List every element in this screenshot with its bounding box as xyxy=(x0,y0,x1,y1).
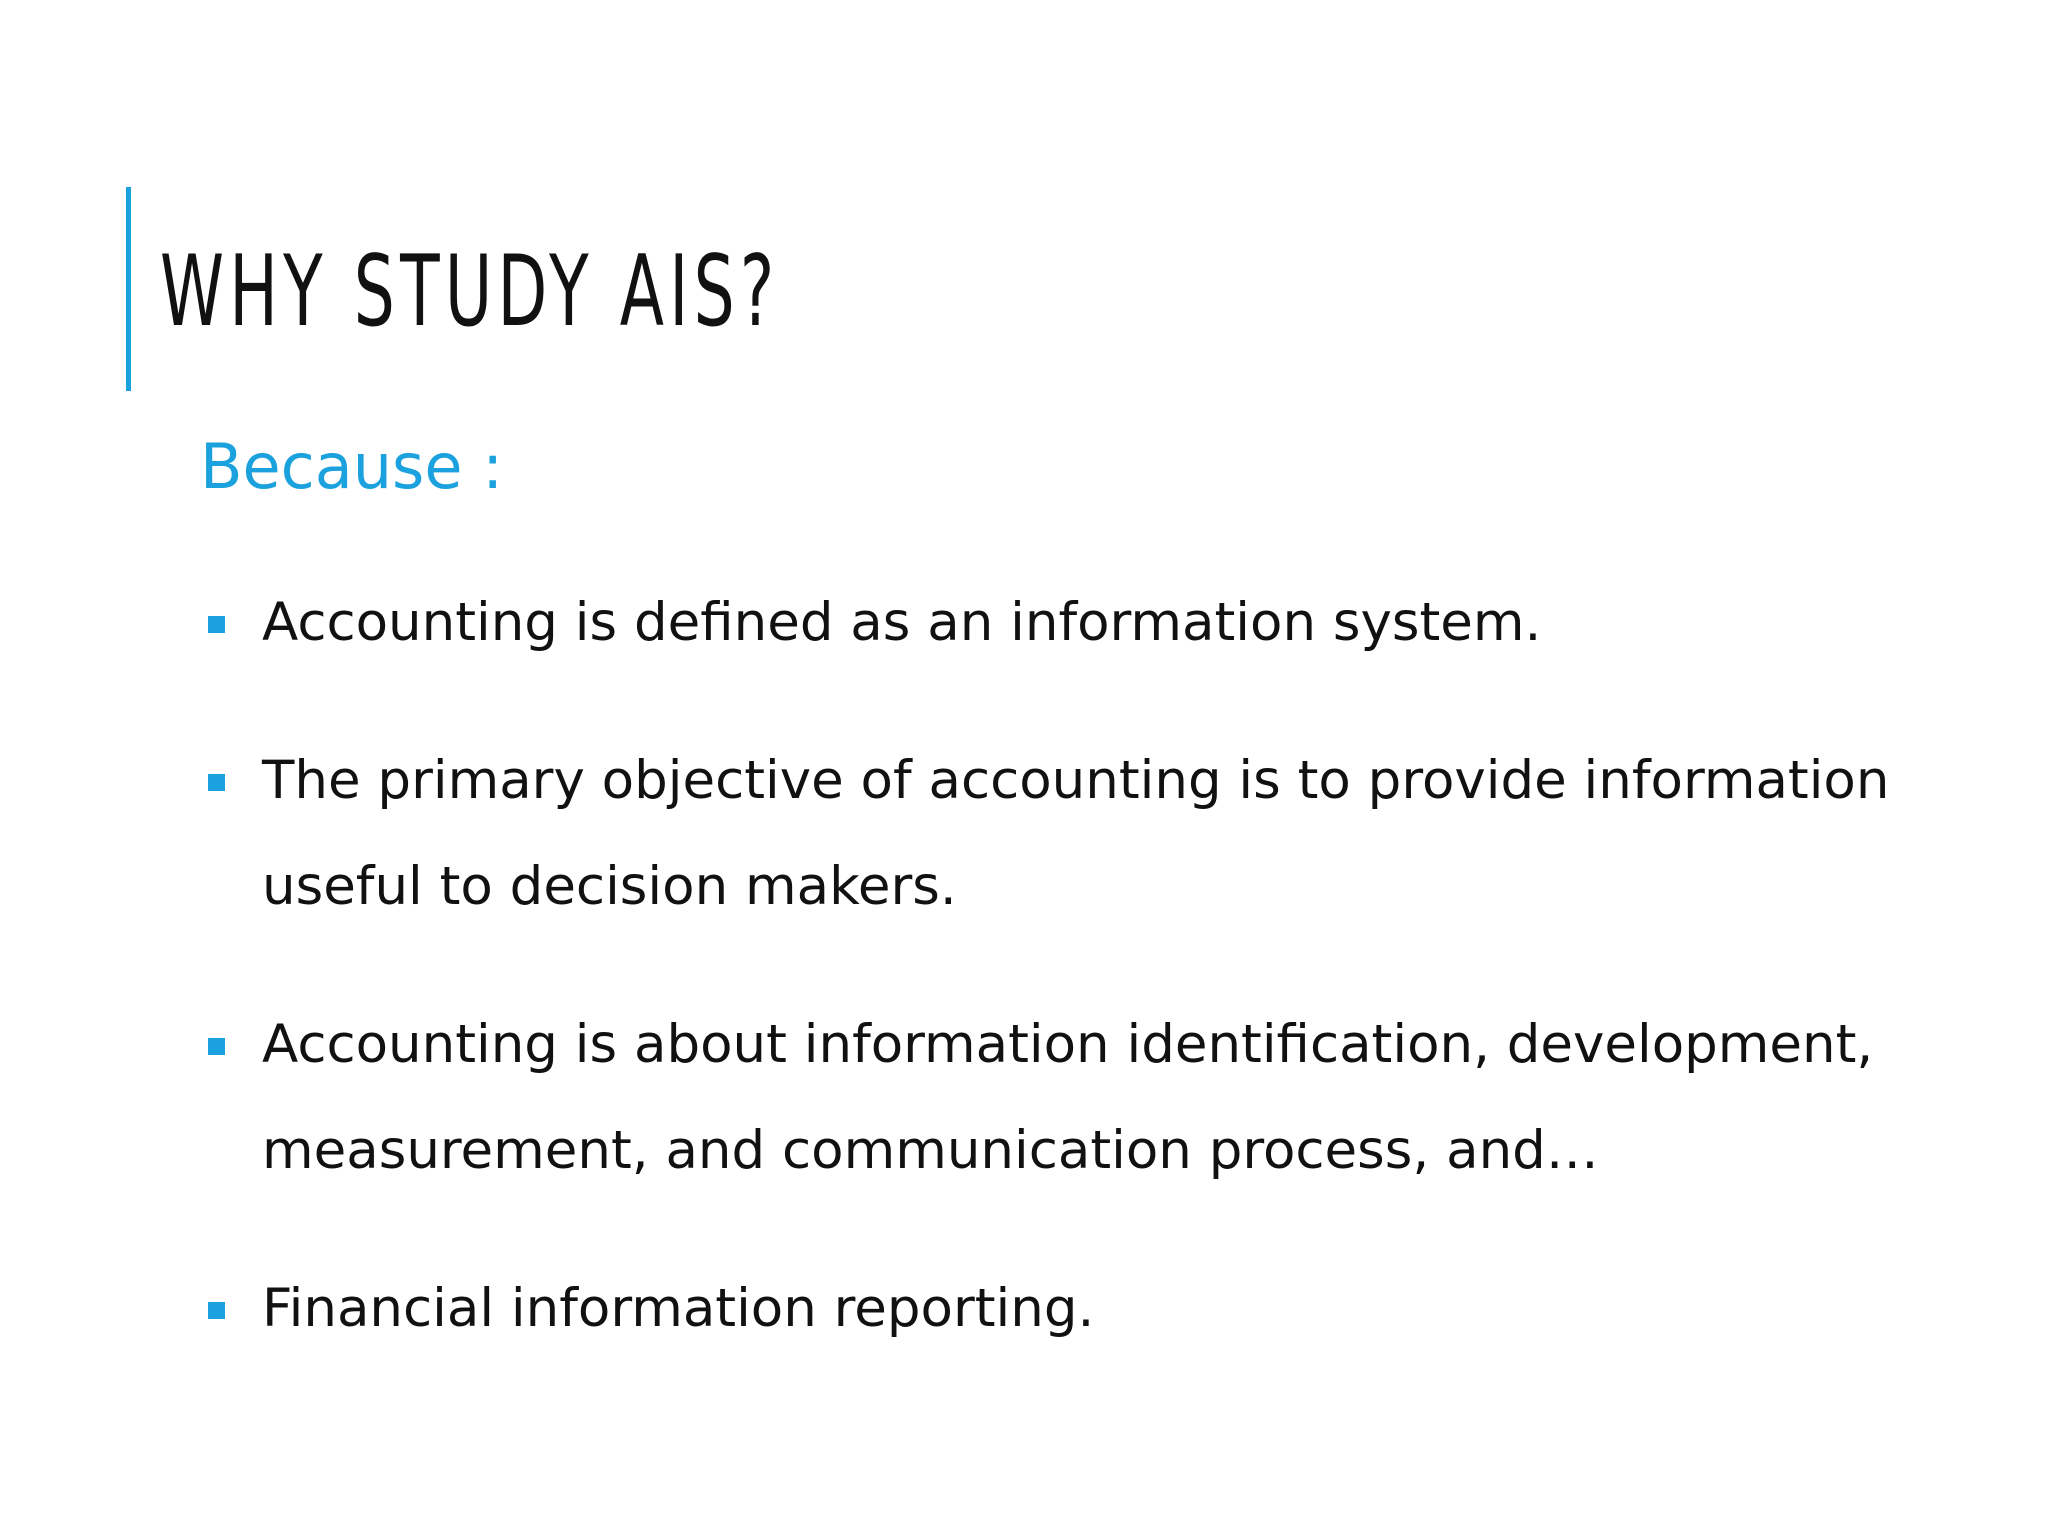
square-bullet-icon xyxy=(208,1038,225,1055)
bullet-text: The primary objective of accounting is to provide information useful to decision makers. xyxy=(262,750,1890,917)
title-accent-bar xyxy=(126,187,131,391)
bullet-text: Accounting is defined as an information system. xyxy=(262,592,1542,653)
bullet-item xyxy=(200,992,1960,1204)
square-bullet-icon xyxy=(208,616,225,633)
bullet-list xyxy=(200,570,1960,1362)
slide-title: WHY STUDY AIS? xyxy=(160,235,780,349)
bullet-text: Accounting is about information identification, development, measurement, and communication process, and… xyxy=(262,1014,1874,1181)
square-bullet-icon xyxy=(208,1302,225,1319)
bullet-item xyxy=(200,728,1960,940)
slide-subtitle: Because : xyxy=(200,430,504,503)
bullet-item xyxy=(200,570,1960,676)
square-bullet-icon xyxy=(208,774,225,791)
bullet-text: Financial information reporting. xyxy=(262,1278,1095,1339)
bullet-item xyxy=(200,1256,1960,1362)
